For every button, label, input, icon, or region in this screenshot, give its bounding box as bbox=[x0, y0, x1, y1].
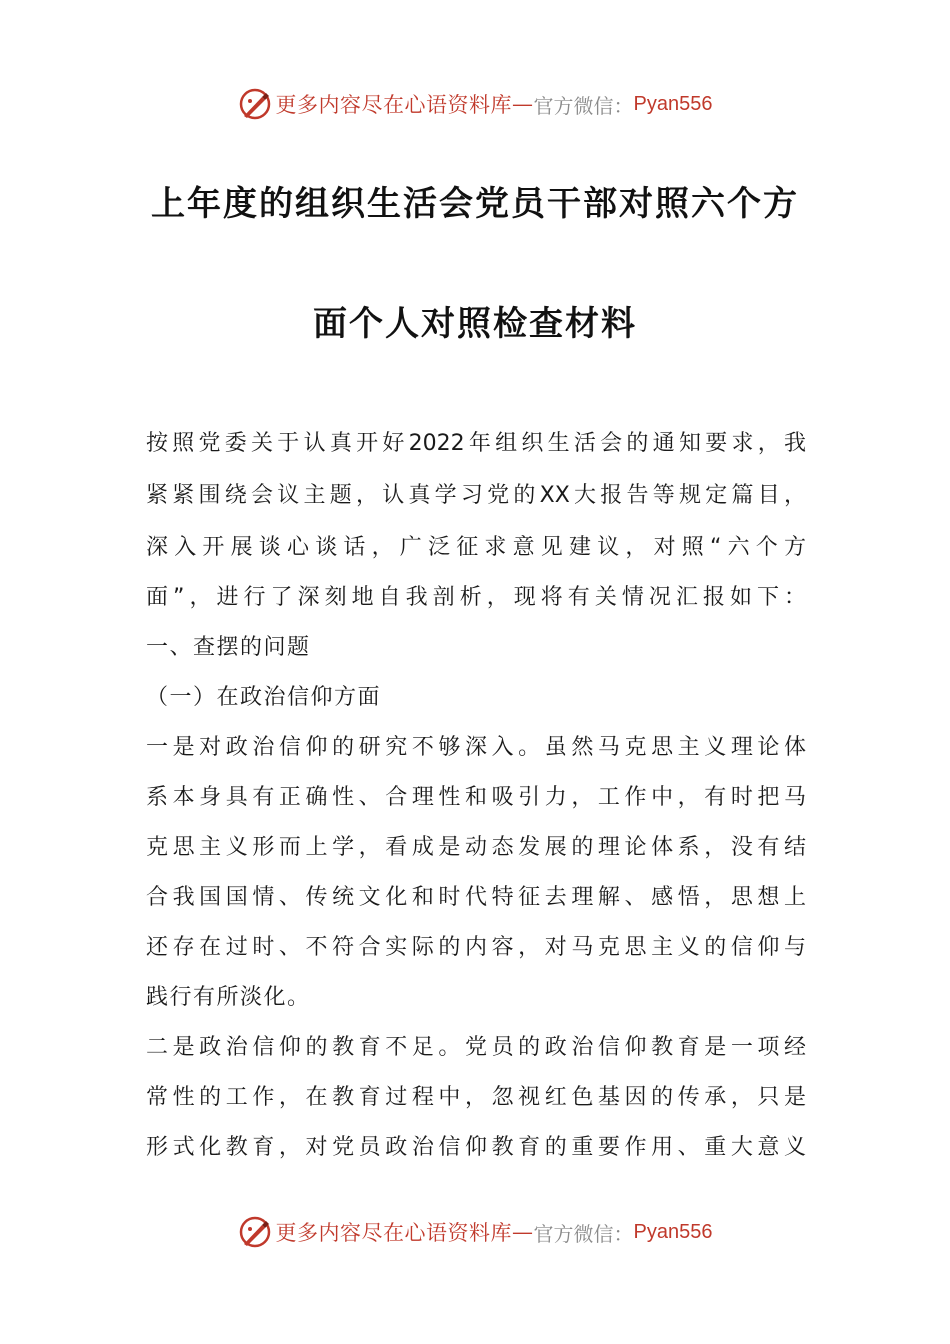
watermark-wechat-id: Pyan556 bbox=[633, 1220, 713, 1243]
body-line: 一是对政治信仰的研究不够深入。虽然马克思主义理论体 bbox=[146, 735, 806, 760]
body-line: 面”，进行了深刻地自我剖析，现将有关情况汇报如下： bbox=[146, 585, 806, 610]
body-line: 还存在过时、不符合实际的内容，对马克思主义的信仰与 bbox=[146, 935, 806, 960]
body-line: 紧紧围绕会议主题，认真学习党的XX大报告等规定篇目， bbox=[146, 483, 806, 508]
body-line: 克思主义形而上学，看成是动态发展的理论体系，没有结 bbox=[146, 835, 806, 860]
watermark-site-text: 更多内容尽在心语资料库 bbox=[275, 1221, 513, 1245]
watermark-wechat-label: 官方微信： bbox=[533, 93, 634, 118]
body-line: 践行有所淡化。 bbox=[146, 985, 311, 1010]
watermark-header bbox=[0, 84, 950, 124]
body-line: 常性的工作，在教育过程中，忽视红色基因的传承，只是 bbox=[146, 1085, 806, 1110]
body-line: 二是政治信仰的教育不足。党员的政治信仰教育是一项经 bbox=[146, 1035, 806, 1060]
watermark-site-text: 更多内容尽在心语资料库 bbox=[275, 93, 513, 117]
body-line: 合我国国情、传统文化和时代特征去理解、感悟，思想上 bbox=[146, 885, 806, 910]
body-line: 系本身具有正确性、合理性和吸引力，工作中，有时把马 bbox=[146, 785, 806, 810]
pen-circle-logo-icon bbox=[238, 1215, 272, 1249]
body-line: 深入开展谈心谈话，广泛征求意见建议，对照“六个方 bbox=[146, 535, 806, 560]
watermark-footer bbox=[0, 1212, 950, 1252]
body-line: 按照党委关于认真开好2022年组织生活会的通知要求，我 bbox=[146, 431, 806, 456]
pen-circle-logo-icon bbox=[238, 87, 272, 121]
watermark-dash: — bbox=[512, 1220, 534, 1244]
watermark-dash: — bbox=[512, 92, 534, 116]
document-title-line-2: 面个人对照检查材料 bbox=[313, 304, 637, 344]
body-line: 形式化教育，对党员政治信仰教育的重要作用、重大意义 bbox=[146, 1135, 806, 1160]
watermark-wechat-id: Pyan556 bbox=[633, 92, 713, 115]
watermark-wechat-label: 官方微信： bbox=[533, 1221, 634, 1246]
subsection-heading: （一）在政治信仰方面 bbox=[146, 685, 382, 710]
document-body bbox=[146, 426, 806, 1186]
document-title-line-1: 上年度的组织生活会党员干部对照六个方 bbox=[151, 184, 799, 224]
section-heading: 一、查摆的问题 bbox=[146, 635, 311, 660]
